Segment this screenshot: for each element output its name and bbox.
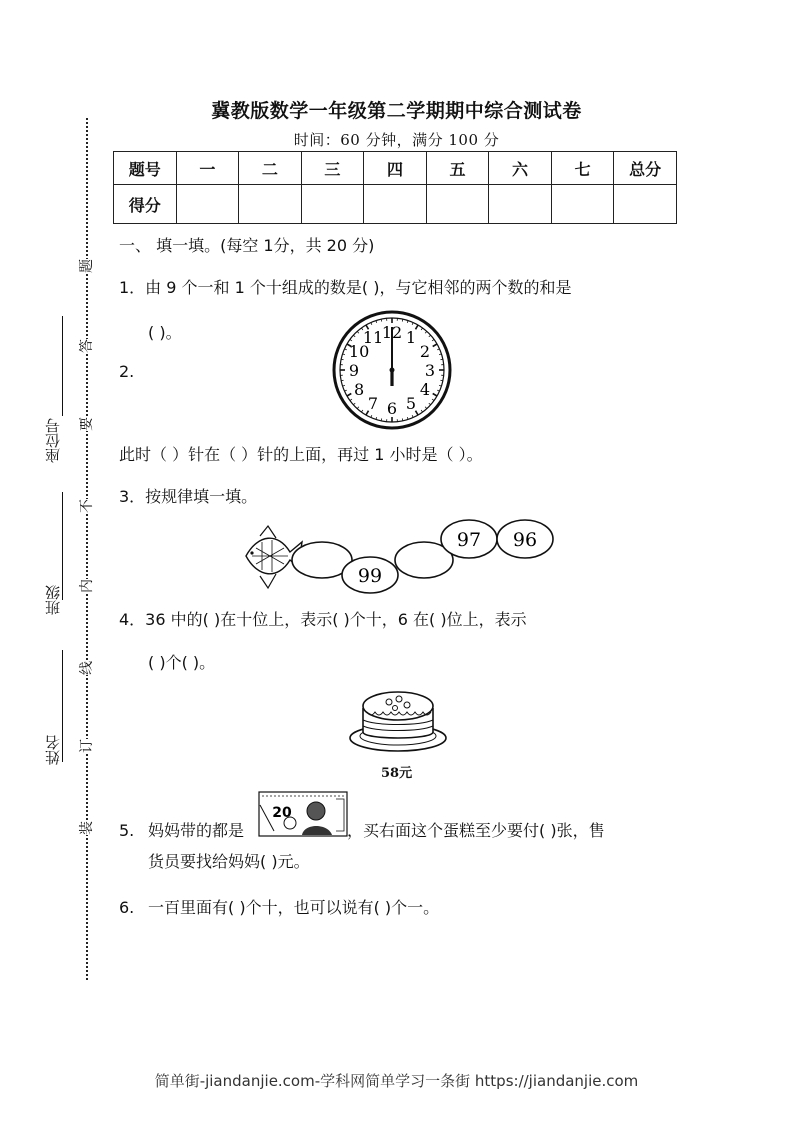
clock-tick (381, 418, 382, 420)
clock-number: 5 (405, 393, 417, 413)
score-table-score-row (114, 185, 677, 224)
banknote-value: 20 (272, 805, 292, 821)
clock-number: 2 (419, 342, 431, 361)
binding-char: 内 (79, 579, 95, 593)
score-cell[interactable] (426, 185, 489, 224)
score-table-row-label: 题号 (114, 152, 177, 185)
question-5-line-2: 货员要找给妈妈( )元。 (148, 852, 310, 871)
score-cell[interactable] (301, 185, 364, 224)
exam-title: 冀教版数学一年级第二学期期中综合测试卷 (211, 100, 582, 122)
clock-number: 10 (348, 342, 370, 361)
number-chain-figure (238, 512, 558, 598)
clock-tick (402, 418, 403, 420)
clock-center (390, 368, 395, 373)
clock-figure (331, 309, 453, 431)
score-table-col: 总分 (614, 152, 677, 185)
clock-number: 4 (419, 380, 431, 399)
clock-number: 6 (386, 399, 398, 418)
chain-bubble-text: 99 (357, 565, 383, 587)
question-5-line-1-start: 妈妈带的都是 (148, 821, 245, 840)
name-underline (62, 650, 63, 762)
question-5-line-1-end: ，买右面这个蛋糕至少要付( )张，售 (347, 821, 605, 840)
score-table-row-label: 得分 (114, 185, 177, 224)
question-2-number: 2. (119, 362, 135, 381)
binding-char: 题 (79, 259, 95, 273)
question-3-text: 3．按规律填一填。 (119, 487, 258, 506)
score-cell[interactable] (364, 185, 427, 224)
clock-tick (440, 380, 442, 381)
binding-char: 线 (79, 661, 95, 675)
chain-bubble-text: 97 (456, 529, 482, 551)
cake-price: 58元 (381, 766, 413, 781)
binding-char: 订 (79, 739, 95, 753)
clock-number: 8 (353, 380, 365, 399)
score-table (113, 151, 677, 224)
name-label: 姓名 (44, 735, 62, 765)
question-6-number: 6. (119, 898, 135, 917)
clock-number: 7 (367, 393, 379, 413)
question-4-line-2: ( )个( )。 (148, 653, 216, 672)
cake-icon (347, 686, 449, 756)
clock-tick (402, 319, 403, 321)
score-cell[interactable] (239, 185, 302, 224)
question-4-line-1: 4．36 中的( )在十位上，表示( )个十，6 在( )位上，表示 (119, 610, 527, 629)
class-underline (62, 492, 63, 600)
page-footer: 简单街-jiandanjie.com-学科网简单学习一条街 https://jiandanjie.com (154, 1072, 639, 1090)
banknote-icon (258, 791, 348, 837)
seat-label: 座位号 (44, 418, 62, 463)
seat-underline (62, 316, 63, 416)
binding-char: 不 (79, 499, 95, 513)
clock-number: 12 (381, 323, 403, 342)
exam-subtitle: 时间：60 分钟，满分 100 分 (293, 131, 500, 149)
clock-number: 11 (362, 328, 384, 348)
binding-dotted-line (86, 118, 88, 980)
chain-bubble-text: 96 (512, 529, 538, 551)
clock-number: 9 (348, 361, 360, 380)
score-cell[interactable] (614, 185, 677, 224)
score-table-header-row (114, 152, 677, 185)
score-table-col: 一 (176, 152, 239, 185)
score-table-col: 五 (426, 152, 489, 185)
question-6-text: 一百里面有( )个十，也可以说有( )个一。 (148, 898, 440, 917)
question-2-text: 此时（ ）针在（ ）针的上面，再过 1 小时是（ ）。 (119, 445, 483, 464)
score-table-col: 三 (301, 152, 364, 185)
score-cell[interactable] (489, 185, 552, 224)
question-1-line-2: ( )。 (148, 323, 182, 342)
class-label: 班级 (44, 585, 62, 615)
score-table-col: 七 (551, 152, 614, 185)
question-1-line-1: 1．由 9 个一和 1 个十组成的数是( )，与它相邻的两个数的和是 (119, 278, 572, 297)
clock-tick (341, 380, 343, 381)
question-5-number: 5. (119, 821, 135, 840)
clock-number: 3 (424, 361, 436, 380)
clock-number: 1 (405, 328, 417, 348)
score-cell[interactable] (551, 185, 614, 224)
binding-char: 装 (79, 821, 95, 835)
clock-tick (440, 359, 442, 360)
score-table-col: 二 (239, 152, 302, 185)
score-table-col: 四 (364, 152, 427, 185)
section-heading: 一、 填一填。(每空 1分，共 20 分) (119, 236, 375, 255)
score-table-col: 六 (489, 152, 552, 185)
binding-char: 答 (79, 339, 95, 353)
clock-tick (341, 359, 343, 360)
score-cell[interactable] (176, 185, 239, 224)
binding-char: 要 (79, 417, 95, 431)
clock-tick (381, 319, 382, 321)
